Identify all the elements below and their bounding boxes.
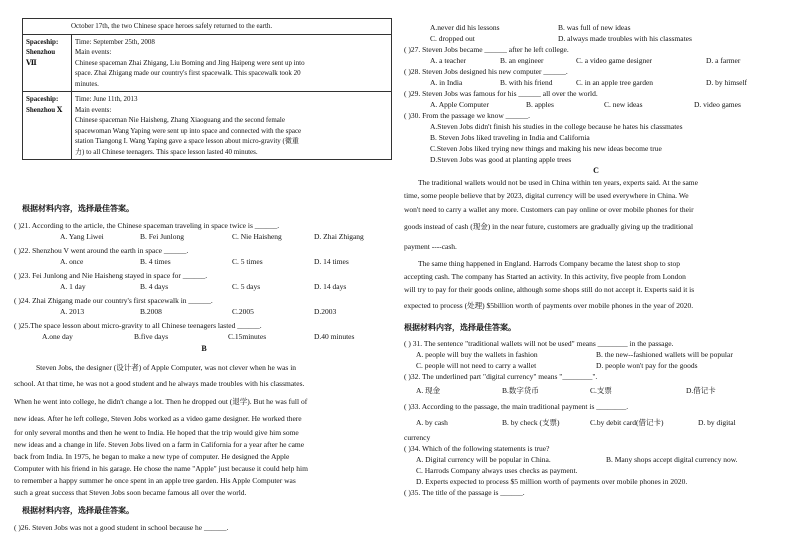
event-line: 力) to all Chinese teenagers. This space lesson lasted 40 minutes. <box>75 147 258 156</box>
option[interactable]: B.five days <box>134 332 169 341</box>
event-line: Main events: <box>75 48 112 56</box>
question-29-options <box>404 99 788 110</box>
event-line: Chinese spaceman Nie Haisheng, Zhang Xiaoguang and the second female <box>75 116 285 124</box>
option[interactable]: A. Apple Computer <box>430 100 489 109</box>
question-25-options <box>14 331 394 342</box>
passage-line: When he went into college, he didn't change a lot. Then he dropped out (退学). But he was full of <box>14 397 308 406</box>
question-28: ( )28. Steven Jobs designed his new computer ______. <box>404 67 568 76</box>
spaceship-shenzhou-10-label <box>23 92 72 160</box>
option[interactable]: B. Steven Jobs liked traveling in India and California <box>430 133 590 142</box>
table-cell-row1: October 17th, the two Chinese space heroes safely returned to the earth. <box>23 19 392 35</box>
event-line: station Tiangong I. Wang Yaping gave a space lesson about micro-gravity (微重 <box>75 137 299 145</box>
passage-line: won't need to carry a wallet any more. Customers can pay online or over mobile phones for their <box>404 205 694 214</box>
option[interactable]: A. in India <box>430 78 463 87</box>
option[interactable]: C. people will not need to carry a wallet <box>416 361 537 370</box>
option[interactable]: A. a teacher <box>430 56 467 65</box>
option[interactable]: B. 4 times <box>140 257 171 266</box>
event-line: space. Zhai Zhigang made our country's first spacewalk. This spacewalk took 20 <box>75 69 301 77</box>
passage-line: time, some people believe that by 2023, digital currency will be used everywhere in China. We <box>404 191 689 200</box>
option[interactable]: A.never did his lessons <box>430 23 500 32</box>
option[interactable]: A.one day <box>42 332 73 341</box>
passage-line: Computer with his friend in his garage. He chose the name "Apple" just because it could help him <box>14 464 308 473</box>
table-row <box>23 92 392 160</box>
question-35: ( )35. The title of the passage is ______. <box>404 488 525 497</box>
passage-line: The traditional wallets would not be used in China within ten years, experts said. At the same <box>418 178 698 187</box>
option[interactable]: C. Nie Haisheng <box>232 232 282 241</box>
option[interactable]: D. a farmer <box>706 56 741 65</box>
option[interactable]: B.数字货币 <box>502 386 539 395</box>
shenzhou-10-events <box>72 92 392 160</box>
option[interactable]: D. 14 days <box>314 282 347 291</box>
option[interactable]: C.2005 <box>232 307 254 316</box>
question-24: ( )24. Zhai Zhigang made our country's first spacewalk in ______. <box>14 296 213 305</box>
question-26-options <box>404 22 788 33</box>
option[interactable]: B. with his friend <box>500 78 553 87</box>
passage-line: will try to pay for their goods online, although some shops still do not accept it. Experts said it is <box>404 285 695 294</box>
option[interactable]: C.Steven Jobs liked trying new things and making his new ideas become true <box>430 144 662 153</box>
option[interactable]: C.by debit card(借记卡) <box>590 418 664 427</box>
option[interactable]: C. new ideas <box>604 100 643 109</box>
option[interactable]: A. 1 day <box>60 282 86 291</box>
instruction-heading: 根据材料内容，选择最佳答案。 <box>404 323 516 332</box>
option[interactable]: B. was full of new ideas <box>558 23 631 32</box>
question-30: ( )30. From the passage we know ______. <box>404 111 531 120</box>
option[interactable]: D. 14 times <box>314 257 349 266</box>
spaceship-shenzhou-7-label <box>23 34 72 92</box>
passage-line: new ideas. After he left college, Steven Jobs worked as a video game designer. He worked there <box>14 414 302 423</box>
option[interactable]: C. dropped out <box>430 34 475 43</box>
option[interactable]: C. a video game designer <box>576 56 653 65</box>
ship-label-line: Shenzhou Ⅹ <box>26 105 63 114</box>
ship-label-line: Ⅶ <box>26 58 37 67</box>
option[interactable]: D.Steven Jobs was good at planting apple trees <box>430 155 572 164</box>
option[interactable]: B. 4 days <box>140 282 169 291</box>
question-31-options <box>404 349 788 360</box>
option[interactable]: A. people will buy the wallets in fashion <box>416 350 538 359</box>
option[interactable]: C. 5 days <box>232 282 261 291</box>
option[interactable]: D. by digital <box>698 418 736 427</box>
event-line: Main events: <box>75 105 112 114</box>
option[interactable]: D.40 minutes <box>314 332 355 341</box>
option[interactable]: A. 现金 <box>416 386 441 395</box>
option[interactable]: C.支票 <box>590 386 612 395</box>
right-column <box>404 22 788 498</box>
event-line: Time: June 11th, 2013 <box>75 95 138 103</box>
passage-line: Steven Jobs, the designer (设计者) of Apple Computer, was not clever when he was in <box>36 363 297 372</box>
question-22: ( )22. Shenzhou V went around the earth in space ______. <box>14 246 189 255</box>
option[interactable]: B. Many shops accept digital currency now. <box>606 455 738 464</box>
question-34: ( )34. Which of the following statements is true? <box>404 444 550 453</box>
option[interactable]: D.借记卡 <box>686 386 716 395</box>
option[interactable]: A.Steven Jobs didn't finish his studies in the college because he hates his classmates <box>430 122 683 131</box>
option[interactable]: B.2008 <box>140 307 162 316</box>
option[interactable]: C. in an apple tree garden <box>576 78 654 87</box>
question-22-options <box>14 256 394 267</box>
ship-label-line: Spaceship: <box>26 95 59 103</box>
option[interactable]: D. Experts expected to process $5 million worth of payments over mobile phones in 2020. <box>416 477 688 486</box>
question-26-options <box>404 33 788 44</box>
question-27: ( )27. Steven Jobs became ______ after he left college. <box>404 45 569 54</box>
option[interactable]: B. an engineer <box>500 56 544 65</box>
event-line: Chinese spaceman Zhai Zhigang, Liu Boming and Jing Haipeng were sent up into <box>75 58 305 67</box>
option[interactable]: B. Fei Junlong <box>140 232 184 241</box>
question-23: ( )23. Fei Junlong and Nie Haisheng stayed in space for ______. <box>14 271 208 280</box>
event-line: spacewoman Wang Yaping were sent up into space and connected with the space <box>75 126 302 135</box>
instruction-heading: 根据材料内容，选择最佳答案。 <box>22 204 134 213</box>
passage-line: school. At that time, he was not a good student and he always made troubles with his classmates. <box>14 379 305 388</box>
passage-line: to remember a happy summer he once spent in an apple tree garden. His Apple Computer was <box>14 476 296 485</box>
passage-line: such a great success that Steven Jobs soon became famous all over the world. <box>14 488 247 497</box>
event-line: minutes. <box>75 79 99 88</box>
option[interactable]: D. Zhai Zhigang <box>314 232 364 241</box>
passage-line: accepting cash. The company has Started an activity. In this activity, five people from London <box>404 272 686 281</box>
option[interactable]: A. Digital currency will be popular in China. <box>416 455 551 464</box>
question-32: ( )32. The underlined part "digital currency" means "________". <box>404 372 598 381</box>
option[interactable]: B. by check (支票) <box>502 418 560 427</box>
passage-line: back from India. In 1975, he began to make a new type of computer. He designed the Apple <box>14 452 290 461</box>
question-28-options <box>404 77 788 88</box>
option[interactable]: A. by cash <box>416 418 448 427</box>
question-25: ( )25.The space lesson about micro-gravity to all Chinese teenagers lasted ______. <box>14 321 262 330</box>
passage-line: goods instead of cash (现金) in the near future, customers are gradually giving up the traditional <box>404 222 694 231</box>
option[interactable]: A. once <box>60 257 84 266</box>
option[interactable]: C.15minutes <box>228 332 267 341</box>
ship-label-line: Shenzhou <box>26 48 56 56</box>
option[interactable]: B. the new--fashioned wallets will be popular <box>596 350 733 359</box>
passage-line: for only several months and then he went to India. He hoped that the trip would give him some <box>14 428 299 437</box>
question-21-options <box>14 231 394 242</box>
table-row <box>23 34 392 92</box>
option[interactable]: D. video games <box>694 100 741 109</box>
question-29: ( )29. Steven Jobs was famous for his ______ all over the world. <box>404 89 598 98</box>
passage-c <box>404 176 788 316</box>
option[interactable]: C. Harrods Company always uses checks as payment. <box>416 466 578 475</box>
passage-line: expected to process (处理) $5billion worth of payments over mobile phones in the year of 2020. <box>404 301 694 310</box>
option[interactable]: A. 2013 <box>60 307 85 316</box>
event-line: Time: September 25th, 2008 <box>75 37 155 46</box>
passage-line: payment ----cash. <box>404 242 457 251</box>
left-column <box>14 203 394 533</box>
question-24-options <box>14 306 394 317</box>
question-21: ( )21. According to the article, the Chinese spaceman traveling in space twice is ______. <box>14 221 280 230</box>
shenzhou-7-events <box>72 34 392 92</box>
section-c-heading: C <box>593 166 599 175</box>
passage-line: The same thing happened in England. Harrods Company became the latest shop to stop <box>418 259 681 268</box>
question-33: ( )33. According to the passage, the main traditional payment is ________. <box>404 402 629 411</box>
question-32-options <box>404 382 788 400</box>
question-34-options <box>404 454 788 465</box>
space-events-table <box>22 18 392 160</box>
option[interactable]: C. 5 times <box>232 257 263 266</box>
passage-b <box>14 360 394 499</box>
question-27-options <box>404 55 788 66</box>
option[interactable]: B. apples <box>526 100 554 109</box>
passage-line: new ideas and a change in life. Steven Jobs lived on a farm in California for a year after he came <box>14 440 305 449</box>
question-33-continuation: currency <box>404 433 431 442</box>
option[interactable]: D.2003 <box>314 307 337 316</box>
ship-label-line: Spaceship: <box>26 37 59 46</box>
question-33-options <box>404 414 788 432</box>
question-31-options <box>404 360 788 371</box>
section-b-heading: B <box>201 344 207 353</box>
instruction-heading: 根据材料内容，选择最佳答案。 <box>22 506 134 515</box>
option[interactable]: D. people won't pay for the goods <box>596 361 698 370</box>
question-26: ( )26. Steven Jobs was not a good student in school because he ______. <box>14 523 229 532</box>
question-31: ( ) 31. The sentence "traditional wallets will not be used" means ________ in the passage. <box>404 339 674 348</box>
option[interactable]: D. always made troubles with his classmates <box>558 34 692 43</box>
option[interactable]: D. by himself <box>706 78 748 87</box>
table-row <box>23 19 392 35</box>
option[interactable]: A. Yang Liwei <box>60 232 104 241</box>
question-23-options <box>14 281 394 292</box>
